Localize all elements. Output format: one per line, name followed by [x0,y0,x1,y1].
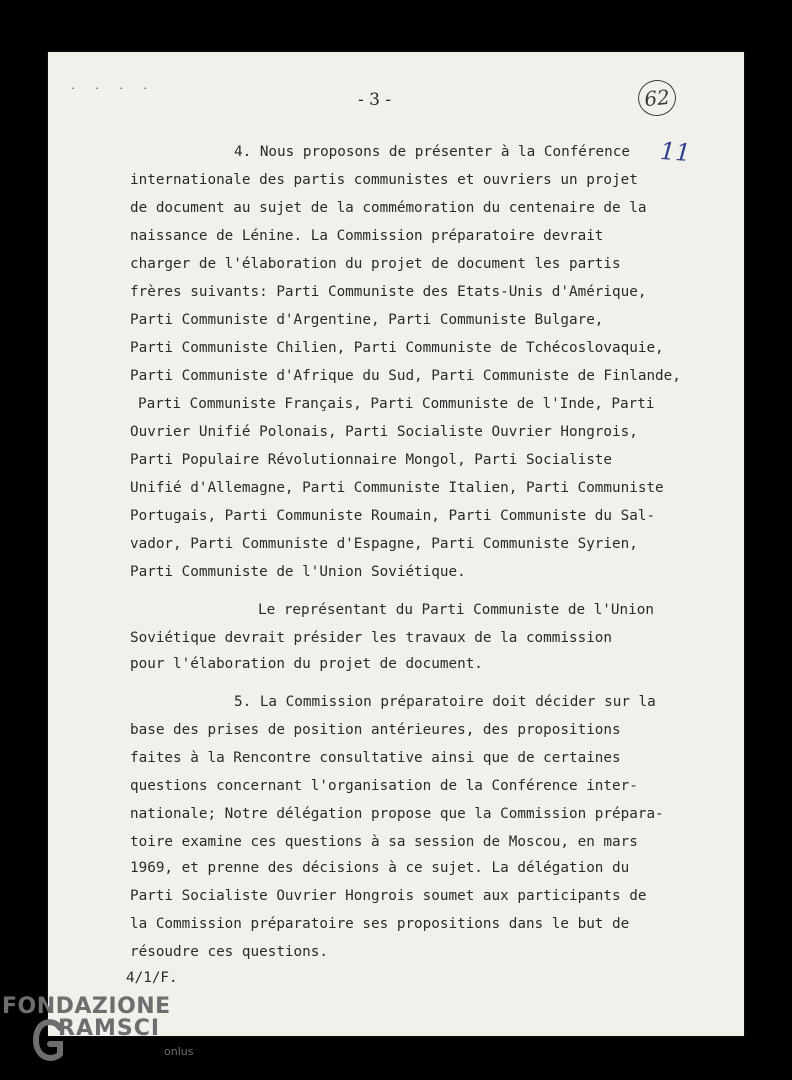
text-line: toire examine ces questions à sa session de Moscou, en mars [130,834,638,850]
text-line: nationale; Notre délégation propose que la Commission prépara- [130,806,664,822]
text-line: 4. Nous proposons de présenter à la Conférence [234,144,630,160]
text-line: Parti Communiste de l'Union Soviétique. [130,564,466,580]
fondazione-gramsci-watermark [0,990,200,1080]
text-line: la Commission préparatoire ses propositions dans le but de [130,916,630,932]
margin-annotation: 11 [659,136,692,168]
watermark-line2: RAMSCI [58,1016,161,1041]
reference-code: 4/1/F. [126,970,178,986]
watermark-suffix: onlus [164,1045,194,1058]
text-line: résoudre ces questions. [130,944,328,960]
text-line: Parti Populaire Révolutionnaire Mongol, Parti Socialiste [130,452,613,468]
text-line: de document au sujet de la commémoration du centenaire de la [130,200,647,216]
text-line: internationale des partis communistes et ouvriers un projet [130,172,638,188]
watermark-line1: FONDAZIONE [2,994,171,1019]
text-line: charger de l'élaboration du projet de document les partis [130,256,621,272]
header-dots: . . . . [70,81,155,92]
text-line: questions concernant l'organisation de la Conférence inter- [130,778,638,794]
folio-number: 62 [636,78,678,118]
text-line: 1969, et prenne des décisions à ce sujet. La délégation du [130,860,630,876]
text-line: Soviétique devrait présider les travaux de la commission [130,630,613,646]
text-line: faites à la Rencontre consultative ainsi que de certaines [130,750,621,766]
page-number: - 3 - [358,90,392,110]
text-line: Parti Socialiste Ouvrier Hongrois soumet aux participants de [130,888,647,904]
text-line: naissance de Lénine. La Commission préparatoire devrait [130,228,604,244]
text-line: Ouvrier Unifié Polonais, Parti Socialiste Ouvrier Hongrois, [130,424,638,440]
text-line: Le représentant du Parti Communiste de l'Union [258,602,654,618]
document-page [48,52,744,1036]
text-line: base des prises de position antérieures, des propositions [130,722,621,738]
text-line: Parti Communiste d'Afrique du Sud, Parti Communiste de Finlande, [130,368,681,384]
text-line: Parti Communiste d'Argentine, Parti Communiste Bulgare, [130,312,604,328]
text-line: Parti Communiste Français, Parti Communiste de l'Inde, Parti [138,396,655,412]
text-line: Parti Communiste Chilien, Parti Communiste de Tchécoslovaquie, [130,340,664,356]
text-line: pour l'élaboration du projet de document. [130,656,483,672]
text-line: frères suivants: Parti Communiste des Etats-Unis d'Amérique, [130,284,647,300]
text-line: Portugais, Parti Communiste Roumain, Parti Communiste du Sal- [130,508,656,524]
text-line: 5. La Commission préparatoire doit décider sur la [234,694,656,710]
text-line: vador, Parti Communiste d'Espagne, Parti Communiste Syrien, [130,536,638,552]
text-line: Unifié d'Allemagne, Parti Communiste Italien, Parti Communiste [130,480,664,496]
